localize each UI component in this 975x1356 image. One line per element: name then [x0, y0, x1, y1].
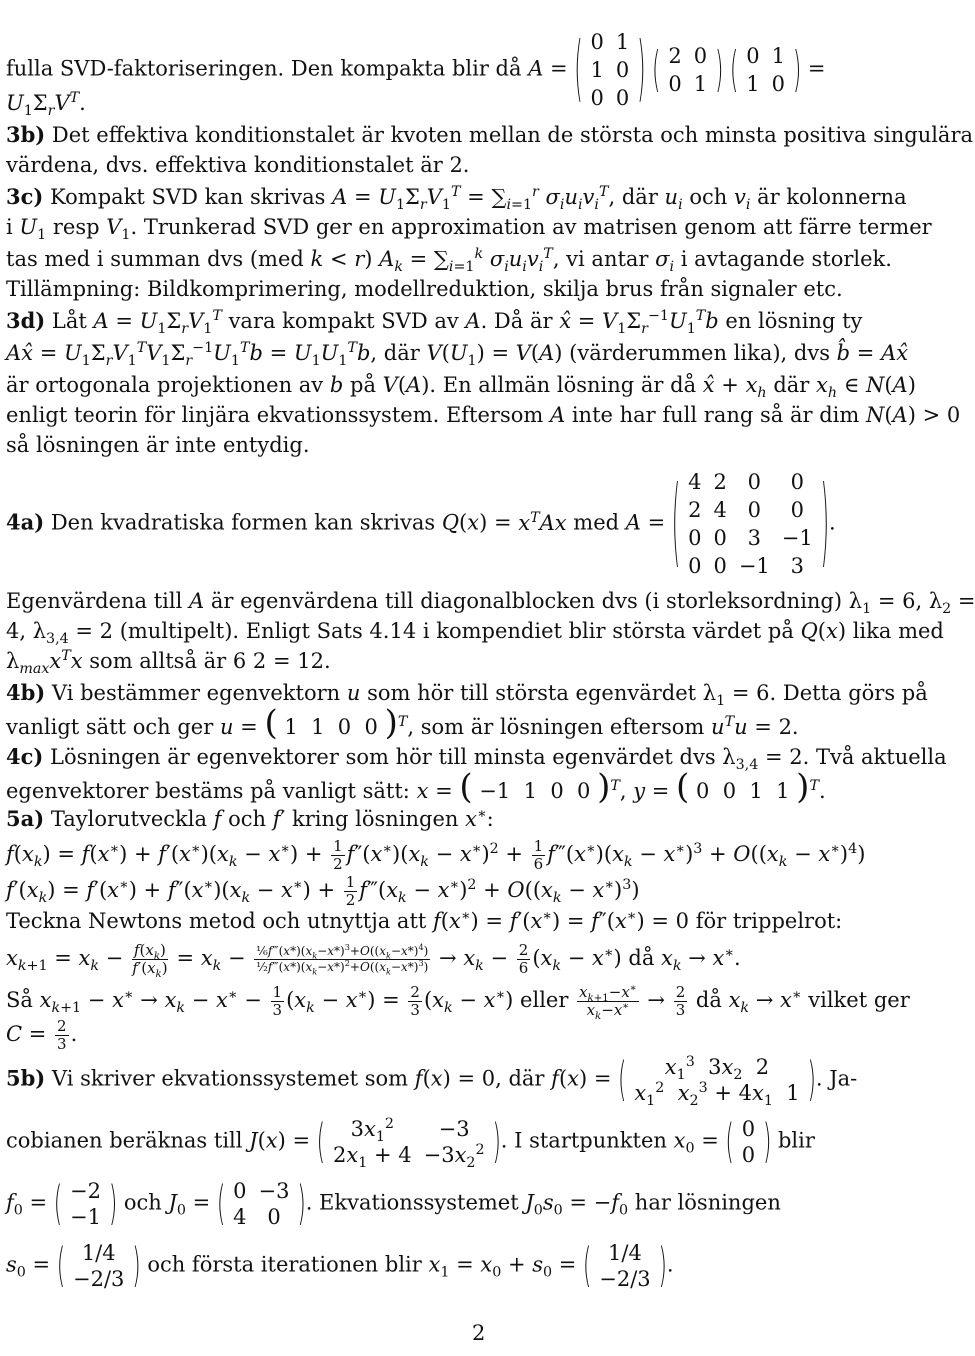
line-5b: 5b) Vi skriver ekvationssystemet som f(x) = 0, där f(x) = ( $x_1^3$ $3x_2$ 2 $x_1^2$ $x_2^3 + 4x_1$ 1 ) . Ja- — [6, 1052, 858, 1110]
vector-f0: ( −2 −1 ) — [53, 1176, 118, 1230]
line-13: så lösningen är inte entydig. — [6, 433, 310, 457]
vector-s0: ( 1/4 −2/3 ) — [56, 1238, 141, 1292]
line-32: $s_0$ = ( 1/4 −2/3 ) och första iterationen blir $x_1 = x_0 + s_0$ = ( 1/4 −2/3 ) . — [6, 1238, 674, 1292]
matrix-J0: ( 0 −3 4 0 ) — [216, 1176, 306, 1230]
line-svd-compact: fulla SVD-faktoriseringen. Den kompakta blir då A = ( 0 1 1 0 0 0 ) ( 2 0 0 1 ) ( 0 1 1 0 ) = — [6, 27, 826, 110]
line-3d: 3d) Låt $A = U_1\Sigma_rV_1^T$ vara kompakt SVD av A. Då är x̂ = $V_1\Sigma_r^{-1}U_1^Tb$ en lösning ty — [6, 308, 863, 338]
matrix-J: ( $3x_1^2$ −3 $2x_1 + 4$ $-3x_2^2$ ) — [316, 1114, 501, 1172]
matrix-vt: ( 0 1 1 0 ) — [730, 41, 802, 97]
page-number: 2 — [472, 1321, 486, 1345]
line-6: i $U_1$ resp $V_1$. Trunkerad SVD ger en approximation av matrisen genom att färre termer — [6, 215, 932, 244]
line-21: egenvektorer bestäms på vanligt sätt: x = ( −1 1 0 0 )$^T$, y = ( 0 0 1 1 )$^T$. — [6, 767, 826, 807]
line-30: cobianen beräknas till J(x) = ( $3x_1^2$ −3 $2x_1 + 4$ $-3x_2^2$ ) . I startpunkten $x_0$ = ( 0 0 ) blir — [6, 1114, 815, 1172]
line-8: Tillämpning: Bildkomprimering, modellreduktion, skilja brus från signaler etc. — [6, 277, 843, 301]
line-3b: 3b) Det effektiva konditionstalet är kvoten mellan de största och minsta positiva singulära — [6, 122, 974, 147]
line-4c: 4c) Lösningen är egenvektorer som hör till minsta egenvärdet dvs $\lambda_{3,4} = 2$. Två aktuella — [6, 744, 947, 774]
line-25: Teckna Newtons metod och utnyttja att f(x∗) = f′(x∗) = f″(x∗) = 0 för trippelrot: — [6, 908, 843, 933]
line-11: är ortogonala projektionen av b på V(A). En allmän lösning är då x̂ + $x_h$ där $x_h$ ∈ N(A) — [6, 373, 916, 402]
vector-f: ( $x_1^3$ $3x_2$ 2 $x_1^2$ $x_2^3 + 4x_1$ 1 ) — [618, 1052, 816, 1110]
vector-x0: ( 0 0 ) — [725, 1114, 772, 1168]
text: fulla SVD-faktoriseringen. Den kompakta blir då — [6, 56, 522, 81]
line-5a: 5a) Taylorutveckla f och f′ kring lösningen x∗: — [6, 806, 494, 831]
line-2: $U_1\Sigma_rV^T$. — [6, 90, 86, 120]
line-taylor-f: $f(x_k) = f(x^∗) + f'(x^∗)(x_k - x^∗)$ + $\frac{1}{2}$ $f''(x^∗)(x_k - x^∗)^2$ + $\frac{1}{6}$ $f‴(x^∗)(x_k - x^∗)^3 + O((x_k - x^∗)^4)$ — [6, 837, 866, 873]
line-7: tas med i summan dvs (med k < r) $A_k = \sum_{i=1}^k$ $\sigma_iu_iv_i^T$, vi antar $\sigma_i$ i avtagande storlek. — [6, 246, 892, 276]
line-taylor-fp: $f'(x_k) = f'(x^∗) + f''(x^∗)(x_k - x^∗)$ + $\frac{1}{2}$ $f‴(x_k - x^∗)^2 + O((x_k - x^∗)^3)$ — [6, 873, 640, 909]
line-4: värdena, dvs. effektiva konditionstalet är 2. — [6, 153, 470, 177]
matrix-A: ( 4 2 0 0 2 4 0 0 0 0 3 −1 0 0 −1 3 ) — [671, 466, 829, 578]
line-3c: 3c) Kompakt SVD kan skrivas $A = U_1\Sigma_rV_1^T = \sum_{i=1}^r$ $\sigma_iu_iv_i^T$, där $u_i$ och $v_i$ är kolonnerna — [6, 184, 907, 214]
line-28: C = $\frac{2}{3}$ . — [6, 1017, 78, 1053]
line-newton: $x_{k+1} = x_k$ − $\frac{f(x_k)}{f'(x_k)}$ = $x_k$ − $\frac{\frac{1}{6}f‴(x*)(x_k-x*)^3+O((x_k-x*)^4)}{\frac{1}{2}f‴(x*)(x_k-x*)^2+O((x_k-x*)^3)}$ → $x_k$ − $\frac{2}{6}$ $(x_k - x^∗)$ då $x_k \to x^∗$. — [6, 941, 741, 980]
line-19: vanligt sätt och ger u = ( 1 1 0 0 )$^T$, som är lösningen eftersom $u^Tu = 2$. — [6, 703, 799, 743]
line-10: Ax̂ = $U_1\Sigma_rV_1^TV_1\Sigma_r^{-1}U_1^Tb = U_1U_1^Tb$, där $V(U_1) = V(A)$ (värderummen lika), dvs b̂ = Ax̂ — [6, 340, 909, 370]
matrix-sigma: ( 2 0 0 1 ) — [652, 41, 724, 97]
line-16: 4, $\lambda_{3,4} = 2$ (multipelt). Enligt Sats 4.14 i kompendiet blir största värdet på Q(x) lika med — [6, 619, 944, 648]
line-12: enligt teorin för linjära ekvationssystem. Eftersom A inte har full rang så är dim N(A) > 0 — [6, 403, 961, 427]
line-4b: 4b) Vi bestämmer egenvektorn u som hör till största egenvärdet $\lambda_1 = 6$. Detta görs på — [6, 680, 928, 710]
line-17: $\lambda_{max}x^Tx$ som alltså är 6 2 = 12. — [6, 648, 331, 678]
line-27: Så $x_{k+1} - x^∗ \to x_k - x^∗$ − $\frac{1}{3}$ $(x_k - x^∗)$ = $\frac{2}{3}$ $(x_k - x^∗)$ eller $\frac{x_{k+1}-x^∗}{x_k-x^∗}$ → $\frac{2}{3}$ då $x_k \to x^∗$ vilket ger — [6, 983, 910, 1022]
line-15: Egenvärdena till A är egenvärdena till diagonalblocken dvs (i storleksordning) $\lambda_1 = 6$, $\lambda_2$ = — [6, 589, 975, 618]
matrix-3x2: ( 0 1 1 0 0 0 ) — [574, 27, 646, 110]
vector-x1: ( 1/4 −2/3 ) — [583, 1238, 667, 1292]
line-31: $f_0$ = ( −2 −1 ) och $J_0$ = ( 0 −3 4 0 ) . Ekvationssystemet $J_0s_0 = -f_0$ har lösningen — [6, 1176, 781, 1230]
line-4a: 4a) Den kvadratiska formen kan skrivas $Q(x) = x^TAx$ med A = ( 4 2 0 0 2 4 0 0 0 0 3 −1 0 0 −1 3 ) . — [6, 466, 836, 578]
